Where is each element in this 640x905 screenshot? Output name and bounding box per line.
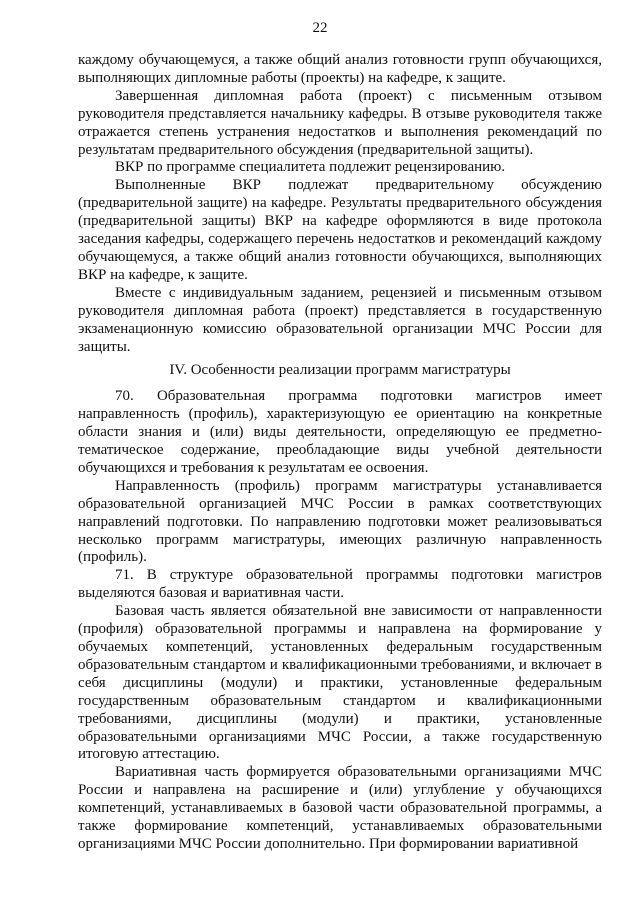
paragraph: 70. Образовательная программа подготовки магистров имеет направленность (профиль), характеризующую ее ориентацию на конкретные области знания и (или) виды деятельности, определяющую ее предметно-тематическое содержание, преобладающие виды учебной деятельности обучающихся и требования к результатам ее освоения.: [78, 388, 602, 476]
paragraph: Вместе с индивидуальным заданием, рецензией и письменным отзывом руководителя дипломная работа (проект) представляется в государственную экзаменационную комиссию образовательной организации МЧС России для защиты.: [78, 284, 602, 355]
paragraph: Направленность (профиль) программ магистратуры устанавливается образовательной организацией МЧС России в рамках соответствующих направлений подготовки. По направлению подготовки может реализовываться несколько программ магистратуры, имеющих различную направленность (профиль).: [78, 477, 602, 566]
page-number: 22: [312, 20, 328, 36]
paragraphs-after-heading: [78, 388, 602, 854]
paragraph: ВКР по программе специалитета подлежит рецензированию.: [115, 159, 506, 176]
paragraph: Базовая часть является обязательной вне зависимости от направленности (профиля) образовательной программы и направлена на формирование у обучаемых компетенций, установленных федеральным государственным образовательным стандартом и квалификационными требованиями, и включает в себя дисциплины (модули) и практики, установленные федеральным государственным образовательным стандартом и квалификационными требованиями, дисциплины (модули) и практики, установленные образовательными организациями МЧС России, а также государственную итоговую аттестацию.: [78, 603, 602, 763]
paragraphs-before-heading: [78, 52, 602, 356]
paragraph: 71. В структуре образовательной программы подготовки магистров выделяются базовая и вариативная части.: [78, 567, 602, 602]
paragraph: Завершенная дипломная работа (проект) с письменным отзывом руководителя представляется начальнику кафедры. В отзыве руководителя также отражается степень устранения недостатков и выполнения рекомендаций по результатам предварительного обсуждения (предварительной защиты).: [78, 87, 602, 158]
paragraph: Вариативная часть формируется образовательными организациями МЧС России и направлена на расширение и (или) углубление у обучающихся компетенций, устанавливаемых в базовой части образовательной программы, а также формирование компетенций, устанавливаемых образовательными организациями МЧС России дополнительно. При формировании вариативной: [78, 764, 602, 852]
paragraph: Выполненные ВКР подлежат предварительному обсуждению (предварительной защите) на кафедре. Результаты предварительного обсуждения (предварительной защиты) ВКР на кафедре оформляются в виде протокола заседания кафедры, содержащего перечень недостатков и рекомендаций каждому обучающемуся, а также общий анализ готовности обучающихся, выполняющих ВКР на кафедре, к защите.: [78, 177, 602, 283]
section-heading: IV. Особенности реализации программ магистратуры: [169, 362, 511, 379]
paragraph: каждому обучающемуся, а также общий анализ готовности групп обучающихся, выполняющих дипломные работы (проекты) на кафедре, к защите.: [78, 52, 602, 86]
document-body: [78, 52, 602, 854]
